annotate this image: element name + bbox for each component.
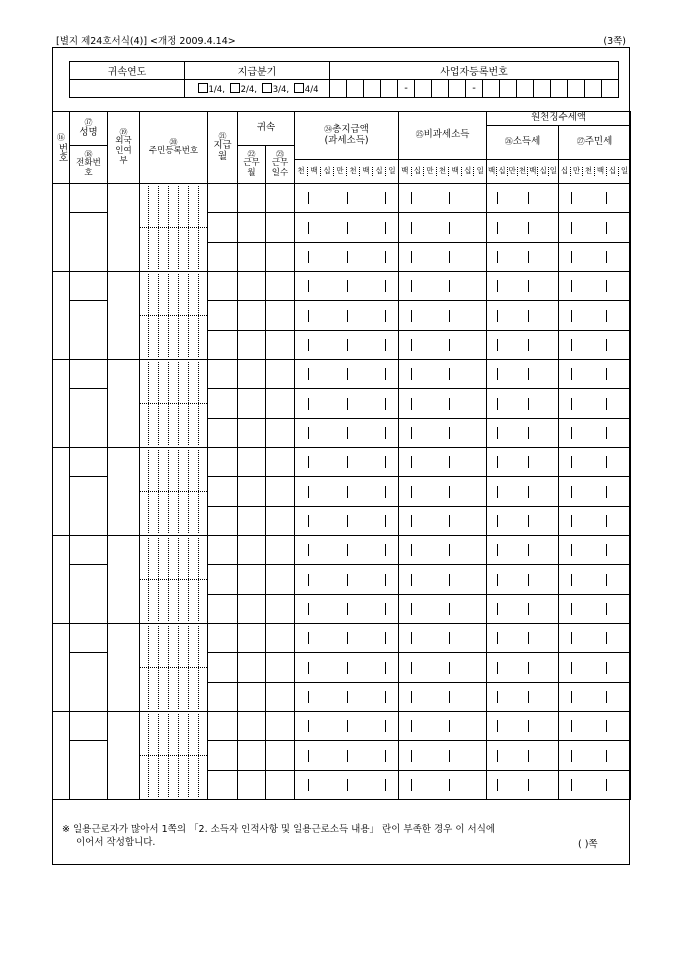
paymonth-cell[interactable]: [208, 184, 238, 213]
table-row: [53, 360, 631, 389]
bizno-digit[interactable]: [534, 80, 551, 98]
incometax-amount-cell[interactable]: [487, 243, 559, 272]
total-amount-cell[interactable]: [295, 771, 399, 800]
workdays-cell[interactable]: [266, 184, 295, 213]
workdays-cell[interactable]: [266, 419, 295, 448]
bizno-digit[interactable]: [432, 80, 449, 98]
total-amount-cell[interactable]: [295, 243, 399, 272]
nontax-amount-cell[interactable]: [399, 653, 487, 683]
nontax-unit: 십: [411, 167, 424, 176]
rrn-cell[interactable]: [140, 272, 208, 360]
footnote-line2: 이어서 작성합니다.: [76, 837, 156, 848]
workdays-cell[interactable]: [266, 448, 295, 477]
total-amount-cell[interactable]: [295, 419, 399, 448]
localtax-amount-cell[interactable]: [559, 448, 631, 477]
nontax-amount-cell[interactable]: [399, 536, 487, 565]
localtax-num: ㉗: [576, 137, 585, 147]
table-row: [53, 184, 631, 213]
localtax-amount-cell[interactable]: [559, 301, 631, 331]
incometax-unit: 천: [517, 167, 527, 176]
nontax-label: 비과세소득: [423, 129, 470, 141]
name-cell[interactable]: [70, 536, 108, 565]
bizno-digit[interactable]: [381, 80, 398, 98]
total-amount-cell[interactable]: [295, 331, 399, 360]
paymonth-cell[interactable]: [208, 448, 238, 477]
income-table: [52, 111, 631, 800]
incometax-amount-cell[interactable]: [487, 272, 559, 301]
incometax-amount-cell[interactable]: [487, 741, 559, 771]
incometax-amount-cell[interactable]: [487, 653, 559, 683]
total-amount-cell[interactable]: [295, 301, 399, 331]
workdays-cell[interactable]: [266, 477, 295, 507]
incometax-amount-cell[interactable]: [487, 536, 559, 565]
total-units: [295, 160, 399, 184]
total-amount-cell[interactable]: [295, 389, 399, 419]
no-num: ⑯: [57, 133, 65, 143]
paymonth-cell[interactable]: [208, 624, 238, 653]
phone-cell[interactable]: [70, 389, 108, 448]
phone-cell[interactable]: [70, 301, 108, 360]
localtax-amount-cell[interactable]: [559, 624, 631, 653]
paymonth-label: 지급월: [213, 140, 232, 163]
localtax-amount-cell[interactable]: [559, 712, 631, 741]
localtax-unit: 천: [582, 167, 594, 176]
footnote-line1: ※ 일용근로자가 많아서 1쪽의 「2. 소득자 인적사항 및 일용근로소득 내용」 란이 부족한 경우 이 서식에: [62, 824, 496, 835]
total-unit: 백: [307, 167, 320, 176]
nontax-amount-cell[interactable]: [399, 301, 487, 331]
localtax-amount-cell[interactable]: [559, 213, 631, 243]
workdays-cell[interactable]: [266, 712, 295, 741]
col-localtax-header: [559, 126, 631, 160]
workmonth-cell[interactable]: [238, 477, 266, 507]
localtax-amount-cell[interactable]: [559, 565, 631, 595]
phone-cell[interactable]: [70, 741, 108, 800]
total-num: ㉔: [324, 124, 333, 134]
workmonth-cell[interactable]: [238, 595, 266, 624]
nontax-amount-cell[interactable]: [399, 477, 487, 507]
localtax-amount-cell[interactable]: [559, 536, 631, 565]
workdays-num: ㉓: [276, 150, 284, 160]
total-amount-cell[interactable]: [295, 184, 399, 213]
bizno-digit[interactable]: [551, 80, 568, 98]
col-rrn-header: [140, 112, 208, 184]
incometax-amount-cell[interactable]: [487, 477, 559, 507]
table-row: [53, 712, 631, 741]
workmonth-cell[interactable]: [238, 360, 266, 389]
page-indicator: (3쪽): [603, 36, 626, 47]
workdays-cell[interactable]: [266, 771, 295, 800]
nontax-amount-cell[interactable]: [399, 389, 487, 419]
workmonth-cell[interactable]: [238, 301, 266, 331]
localtax-amount-cell[interactable]: [559, 477, 631, 507]
localtax-amount-cell[interactable]: [559, 184, 631, 213]
name-cell[interactable]: [70, 712, 108, 741]
workmonth-cell[interactable]: [238, 771, 266, 800]
total-amount-cell[interactable]: [295, 536, 399, 565]
total-amount-cell[interactable]: [295, 712, 399, 741]
localtax-unit: 만: [570, 167, 582, 176]
quarter-label: 지급분기: [185, 62, 330, 80]
no-label: 번호: [56, 142, 68, 162]
incometax-unit: 십: [496, 167, 506, 176]
row-number-cell[interactable]: [53, 712, 70, 800]
localtax-amount-cell[interactable]: [559, 243, 631, 272]
workmonth-cell[interactable]: [238, 243, 266, 272]
incometax-unit: 만: [507, 167, 517, 176]
nontax-unit: 백: [401, 166, 409, 176]
workdays-cell[interactable]: [266, 360, 295, 389]
localtax-amount-cell[interactable]: [559, 272, 631, 301]
rrn-cell[interactable]: [140, 712, 208, 800]
incometax-amount-cell[interactable]: [487, 331, 559, 360]
incometax-amount-cell[interactable]: [487, 565, 559, 595]
nontax-amount-cell[interactable]: [399, 419, 487, 448]
workmonth-cell[interactable]: [238, 624, 266, 653]
col-incometax-header: [487, 126, 559, 160]
total-unit: 만: [333, 167, 346, 176]
workdays-cell[interactable]: [266, 243, 295, 272]
incometax-unit: 백: [488, 166, 496, 176]
incometax-amount-cell[interactable]: [487, 712, 559, 741]
bizno-digit[interactable]: [585, 80, 602, 98]
workmonth-cell[interactable]: [238, 741, 266, 771]
incometax-amount-cell[interactable]: [487, 448, 559, 477]
bizno-digit[interactable]: [364, 80, 381, 98]
workdays-cell[interactable]: [266, 683, 295, 712]
workmonth-cell[interactable]: [238, 683, 266, 712]
name-cell[interactable]: [70, 184, 108, 213]
paymonth-cell[interactable]: [208, 360, 238, 389]
form-reference: [별지 제24호서식(4)] <개정 2009.4.14>: [56, 36, 236, 47]
col-no-header: [53, 112, 70, 184]
bizno-digit[interactable]: [568, 80, 585, 98]
incometax-unit: 일: [548, 167, 558, 176]
quarter-2-checkbox[interactable]: [230, 83, 240, 93]
bizno-digit[interactable]: [517, 80, 534, 98]
paymonth-cell[interactable]: [208, 243, 238, 272]
workdays-cell[interactable]: [266, 389, 295, 419]
rrn-cell[interactable]: [140, 360, 208, 448]
nontax-amount-cell[interactable]: [399, 272, 487, 301]
workmonth-cell[interactable]: [238, 653, 266, 683]
total-amount-cell[interactable]: [295, 477, 399, 507]
nontax-amount-cell[interactable]: [399, 624, 487, 653]
row-number-cell[interactable]: [53, 272, 70, 360]
workdays-cell[interactable]: [266, 565, 295, 595]
nontax-amount-cell[interactable]: [399, 683, 487, 712]
paymonth-cell[interactable]: [208, 565, 238, 595]
table-row: [53, 624, 631, 653]
foreign-cell[interactable]: [108, 448, 140, 536]
incometax-amount-cell[interactable]: [487, 184, 559, 213]
incometax-amount-cell[interactable]: [487, 683, 559, 712]
paymonth-cell[interactable]: [208, 771, 238, 800]
name-label: 성명: [79, 126, 98, 138]
quarter-2-label: 2/4,: [240, 84, 257, 95]
workmonth-cell[interactable]: [238, 331, 266, 360]
quarter-checkboxes: [185, 80, 330, 98]
localtax-amount-cell[interactable]: [559, 389, 631, 419]
quarter-4-checkbox[interactable]: [294, 83, 304, 93]
localtax-amount-cell[interactable]: [559, 331, 631, 360]
col-workmonth-header: [238, 146, 266, 184]
workdays-cell[interactable]: [266, 624, 295, 653]
paymonth-cell[interactable]: [208, 683, 238, 712]
footnote-page-ref: ( )쪽: [578, 839, 598, 850]
col-nontax-header: [399, 112, 487, 160]
phone-cell[interactable]: [70, 565, 108, 624]
localtax-unit: 백: [594, 167, 606, 176]
incometax-amount-cell[interactable]: [487, 595, 559, 624]
foreign-cell[interactable]: [108, 272, 140, 360]
workmonth-cell[interactable]: [238, 712, 266, 741]
localtax-amount-cell[interactable]: [559, 595, 631, 624]
phone-cell[interactable]: [70, 653, 108, 712]
year-input[interactable]: [70, 80, 185, 98]
incometax-amount-cell[interactable]: [487, 419, 559, 448]
rrn-cell[interactable]: [140, 624, 208, 712]
name-cell[interactable]: [70, 448, 108, 477]
quarter-3-checkbox[interactable]: [262, 83, 272, 93]
total-amount-cell[interactable]: [295, 448, 399, 477]
incometax-amount-cell[interactable]: [487, 360, 559, 389]
name-num: ⑰: [84, 118, 93, 128]
total-amount-cell[interactable]: [295, 360, 399, 389]
name-cell[interactable]: [70, 360, 108, 389]
footnote: [62, 823, 495, 849]
workdays-cell[interactable]: [266, 272, 295, 301]
col-workdays-header: [266, 146, 295, 184]
nontax-num: ㉕: [415, 130, 424, 140]
phone-num: ⑱: [84, 150, 93, 160]
paymonth-num: ㉑: [218, 131, 227, 141]
workmonth-cell[interactable]: [238, 565, 266, 595]
incometax-units: [487, 160, 559, 184]
workdays-cell[interactable]: [266, 536, 295, 565]
quarter-3-label: 3/4,: [272, 84, 290, 95]
name-cell[interactable]: [70, 272, 108, 301]
workdays-cell[interactable]: [266, 331, 295, 360]
foreign-cell[interactable]: [108, 624, 140, 712]
paymonth-cell[interactable]: [208, 419, 238, 448]
nontax-amount-cell[interactable]: [399, 184, 487, 213]
row-number-cell[interactable]: [53, 448, 70, 536]
nontax-amount-cell[interactable]: [399, 712, 487, 741]
total-unit: 천: [297, 166, 305, 176]
paymonth-cell[interactable]: [208, 653, 238, 683]
total-unit: 천: [346, 167, 359, 176]
phone-cell[interactable]: [70, 213, 108, 272]
total-amount-cell[interactable]: [295, 683, 399, 712]
workdays-cell[interactable]: [266, 301, 295, 331]
foreign-cell[interactable]: [108, 184, 140, 272]
workmonth-cell[interactable]: [238, 419, 266, 448]
nontax-amount-cell[interactable]: [399, 741, 487, 771]
foreign-cell[interactable]: [108, 712, 140, 800]
rrn-cell[interactable]: [140, 536, 208, 624]
localtax-units: [559, 160, 631, 184]
workdays-cell[interactable]: [266, 741, 295, 771]
phone-label: 전화번호: [76, 158, 101, 179]
localtax-label: 주민세: [584, 136, 613, 148]
col-phone-header: [70, 146, 108, 184]
localtax-unit: 십: [606, 167, 618, 176]
rrn-label: 주민등록번호: [148, 146, 199, 157]
nontax-unit: 십: [461, 167, 474, 176]
row-number-cell[interactable]: [53, 536, 70, 624]
nontax-amount-cell[interactable]: [399, 595, 487, 624]
bizno-dash: -: [466, 80, 483, 98]
nontax-amount-cell[interactable]: [399, 243, 487, 272]
nontax-unit: 일: [473, 167, 486, 176]
workmonth-cell[interactable]: [238, 536, 266, 565]
foreign-cell[interactable]: [108, 536, 140, 624]
workmonth-cell[interactable]: [238, 184, 266, 213]
rrn-cell[interactable]: [140, 448, 208, 536]
row-number-cell[interactable]: [53, 184, 70, 272]
foreign-num: ⑲: [119, 128, 128, 138]
localtax-amount-cell[interactable]: [559, 653, 631, 683]
incometax-label: 소득세: [512, 136, 541, 148]
bizno-digit[interactable]: [449, 80, 466, 98]
workmonth-cell[interactable]: [238, 213, 266, 243]
quarter-4-label: 4/4: [304, 84, 319, 95]
workmonth-cell[interactable]: [238, 448, 266, 477]
col-withhold-header: 원천징수세액: [487, 112, 631, 126]
quarter-1-checkbox[interactable]: [198, 83, 208, 93]
bizno-digit[interactable]: [347, 80, 364, 98]
total-amount-cell[interactable]: [295, 741, 399, 771]
rrn-num: ⑳: [169, 138, 178, 148]
workdays-label: 근무일수: [271, 158, 289, 179]
quarter-1-label: 1/4,: [208, 84, 225, 95]
total-label: 총지급액: [332, 123, 369, 135]
row-number-cell[interactable]: [53, 360, 70, 448]
nontax-amount-cell[interactable]: [399, 360, 487, 389]
workdays-cell[interactable]: [266, 653, 295, 683]
nontax-amount-cell[interactable]: [399, 331, 487, 360]
workmonth-label: 근무월: [243, 158, 260, 179]
total-unit: 십: [372, 167, 385, 176]
paymonth-cell[interactable]: [208, 272, 238, 301]
workmonth-num: ㉒: [247, 150, 256, 160]
incometax-amount-cell[interactable]: [487, 771, 559, 800]
incometax-amount-cell[interactable]: [487, 389, 559, 419]
incometax-amount-cell[interactable]: [487, 624, 559, 653]
foreign-cell[interactable]: [108, 360, 140, 448]
total-amount-cell[interactable]: [295, 272, 399, 301]
paymonth-cell[interactable]: [208, 536, 238, 565]
bizno-digit[interactable]: [500, 80, 517, 98]
year-label: 귀속연도: [70, 62, 185, 80]
table-row: [53, 536, 631, 565]
paymonth-cell[interactable]: [208, 741, 238, 771]
localtax-amount-cell[interactable]: [559, 419, 631, 448]
incometax-unit: 십: [537, 167, 547, 176]
paymonth-cell[interactable]: [208, 331, 238, 360]
rrn-cell[interactable]: [140, 184, 208, 272]
bizno-digit[interactable]: [602, 80, 619, 98]
total-unit: 일: [385, 167, 398, 176]
paymonth-cell[interactable]: [208, 507, 238, 536]
nontax-amount-cell[interactable]: [399, 565, 487, 595]
attribution-table: [69, 61, 619, 98]
col-total-header: [295, 112, 399, 160]
nontax-units: [399, 160, 487, 184]
nontax-unit: 백: [448, 167, 461, 176]
workmonth-cell[interactable]: [238, 272, 266, 301]
bizno-digit[interactable]: [483, 80, 500, 98]
localtax-amount-cell[interactable]: [559, 507, 631, 536]
incometax-amount-cell[interactable]: [487, 213, 559, 243]
paymonth-cell[interactable]: [208, 389, 238, 419]
bizno-label: 사업자등록번호: [330, 62, 619, 80]
col-paymonth-header: [208, 112, 238, 184]
total-sub: (과세소득): [324, 134, 369, 146]
incometax-unit: 백: [527, 167, 537, 176]
total-amount-cell[interactable]: [295, 653, 399, 683]
localtax-unit: 십: [560, 166, 569, 176]
table-row: [53, 272, 631, 301]
phone-cell[interactable]: [70, 477, 108, 536]
nontax-amount-cell[interactable]: [399, 448, 487, 477]
total-amount-cell[interactable]: [295, 595, 399, 624]
nontax-amount-cell[interactable]: [399, 507, 487, 536]
localtax-amount-cell[interactable]: [559, 741, 631, 771]
table-row: [53, 448, 631, 477]
name-cell[interactable]: [70, 624, 108, 653]
nontax-unit: 만: [423, 167, 436, 176]
bizno-digit[interactable]: [415, 80, 432, 98]
col-attrib-header: 귀속: [238, 112, 295, 146]
bizno-dash: -: [398, 80, 415, 98]
row-number-cell[interactable]: [53, 624, 70, 712]
workmonth-cell[interactable]: [238, 507, 266, 536]
col-name-header: [70, 112, 108, 146]
workdays-cell[interactable]: [266, 507, 295, 536]
incometax-amount-cell[interactable]: [487, 507, 559, 536]
total-amount-cell[interactable]: [295, 507, 399, 536]
paymonth-cell[interactable]: [208, 712, 238, 741]
nontax-unit: 천: [436, 167, 449, 176]
localtax-amount-cell[interactable]: [559, 771, 631, 800]
incometax-num: ㉖: [504, 137, 513, 147]
col-foreign-header: [108, 112, 140, 184]
total-amount-cell[interactable]: [295, 565, 399, 595]
paymonth-cell[interactable]: [208, 213, 238, 243]
localtax-amount-cell[interactable]: [559, 360, 631, 389]
nontax-amount-cell[interactable]: [399, 213, 487, 243]
nontax-amount-cell[interactable]: [399, 771, 487, 800]
total-amount-cell[interactable]: [295, 624, 399, 653]
total-unit: 백: [359, 167, 372, 176]
workmonth-cell[interactable]: [238, 389, 266, 419]
paymonth-cell[interactable]: [208, 301, 238, 331]
total-unit: 십: [320, 167, 333, 176]
total-amount-cell[interactable]: [295, 213, 399, 243]
paymonth-cell[interactable]: [208, 477, 238, 507]
foreign-label: 외국인여부: [115, 136, 132, 166]
incometax-amount-cell[interactable]: [487, 301, 559, 331]
workdays-cell[interactable]: [266, 595, 295, 624]
localtax-amount-cell[interactable]: [559, 683, 631, 712]
localtax-unit: 일: [618, 167, 630, 176]
bizno-digit[interactable]: [330, 80, 347, 98]
paymonth-cell[interactable]: [208, 595, 238, 624]
workdays-cell[interactable]: [266, 213, 295, 243]
